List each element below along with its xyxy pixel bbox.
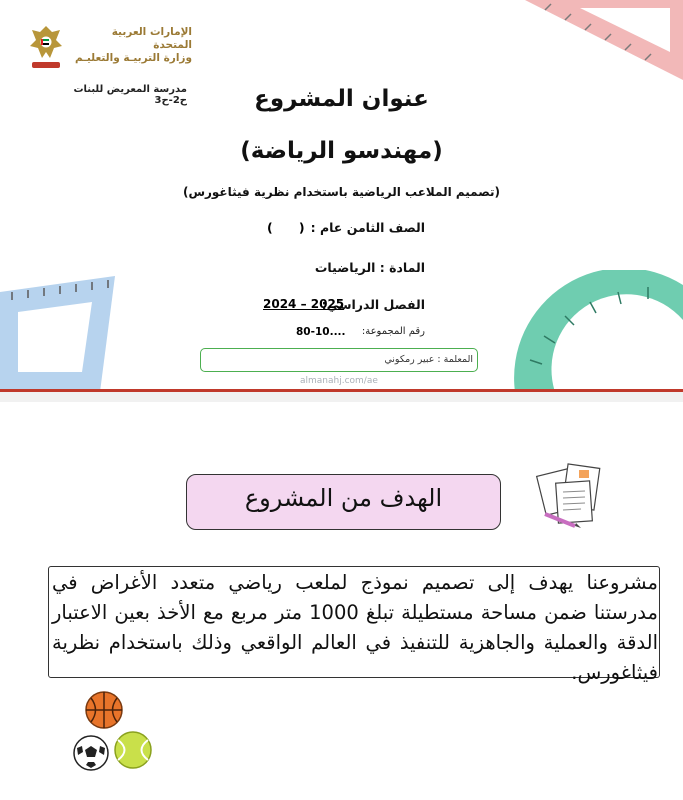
grade-label: الصف الثامن عام : — [310, 220, 425, 235]
school-name: مدرسة المعريض للبنات ح2-ح3 — [73, 84, 187, 106]
term-label: الفصل الدراسي: — [321, 297, 425, 312]
soccer-ball-icon — [72, 734, 110, 772]
project-title-label: عنوان المشروع — [254, 86, 429, 112]
ministry-line1: الإمارات العربية المتحدة — [111, 26, 192, 51]
ministry-line2: وزارة التربيـة والتعليـم — [75, 52, 192, 64]
project-title: (مهندسو الرياضة) — [240, 138, 443, 164]
teacher-name: المعلمة : عبير رمكوني — [384, 354, 473, 365]
grade-value: ( ) — [267, 220, 305, 235]
project-subtitle: (تصميم الملاعب الرياضية باستخدام نظرية فيثاغورس) — [182, 185, 501, 199]
protractor-green-icon — [510, 270, 683, 392]
basketball-icon — [84, 690, 124, 730]
ruler-triangle-blue-icon — [0, 262, 120, 392]
tennis-ball-icon — [113, 730, 153, 770]
term-years: 2024 – 2025 — [263, 297, 345, 311]
uae-emblem-icon — [26, 22, 66, 72]
documents-pencil-icon — [535, 462, 615, 530]
ministry-name — [70, 26, 192, 65]
watermark-url: almanahj.com/ae — [300, 376, 378, 386]
group-value: 80-10.... — [296, 326, 346, 338]
ruler-triangle-pink-icon — [505, 0, 683, 80]
group-label: رقم المجموعة: — [361, 326, 425, 337]
goal-paragraph: مشروعنا يهدف إلى تصميم نموذج لملعب رياضي متعدد الأغراض في مدرستنا ضمن مساحة مستطيلة تبلغ 1000 متر مربع مع الأخذ بعين الاعتبار الدقة والعملية والجاهزية للتنفيذ في العالم الواقعي وذلك باستخدام نظرية فيثاغورس. — [52, 571, 658, 684]
subject-label: المادة : الرياضيات — [314, 260, 425, 275]
goal-title: الهدف من المشروع — [244, 484, 443, 512]
cover-page — [0, 0, 683, 392]
